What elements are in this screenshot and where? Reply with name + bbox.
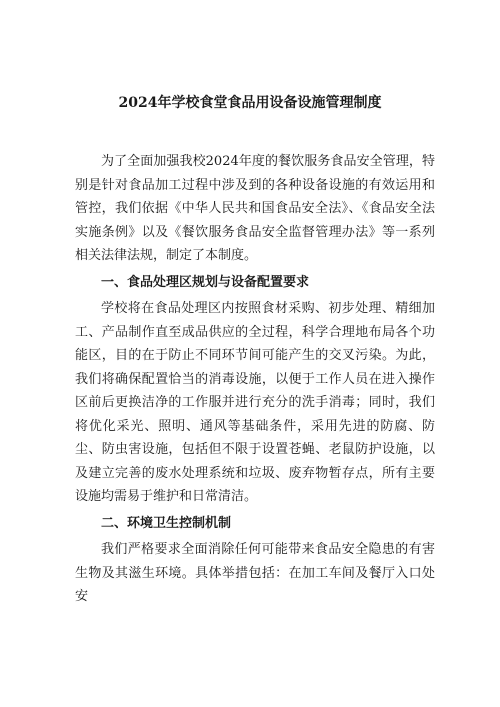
section-1-paragraph: 学校将在食品处理区内按照食材采购、初步处理、精细加工、产品制作直至成品供应的全过程，科学合理地布局各个功能区，目的在于防止不同环节间可能产生的交叉污染。为此，我们将确保配置恰当的消毒设施，以便于工作人员在进入操作区前后更换洁净的工作服并进行充分的洗手消毒；同时，我们将优化采光、照明、通风等基础条件，采用先进的防腐、防尘、防虫害设施，包括但不限于设置苍蝇、老鼠防护设施，以及建立完善的废水处理系统和垃圾、废弃物暂存点，所有主要设施均需易于维护和日常清洁。 xyxy=(75,301,435,504)
section-2-paragraph: 我们严格要求全面消除任何可能带来食品安全隐患的有害生物及其滋生环境。具体举措包括：在加工车间及餐厅入口处安 xyxy=(75,542,435,604)
intro-paragraph: 为了全面加强我校2024年度的餐饮服务食品安全管理，特别是针对食品加工过程中涉及到的各种设备设施的有效运用和管控，我们依据《中华人民共和国食品安全法》、《食品安全法实施条例》以及《餐饮服务食品安全监督管理办法》等一系列相关法律法规，制定了本制度。 xyxy=(75,154,435,263)
section-1-heading: 一、食品处理区规划与设备配置要求 xyxy=(101,274,310,290)
document-title: 2024年学校食堂食品用设备设施管理制度 xyxy=(118,95,382,111)
section-2-heading: 二、环境卫生控制机制 xyxy=(101,515,232,531)
document-body xyxy=(75,150,435,609)
